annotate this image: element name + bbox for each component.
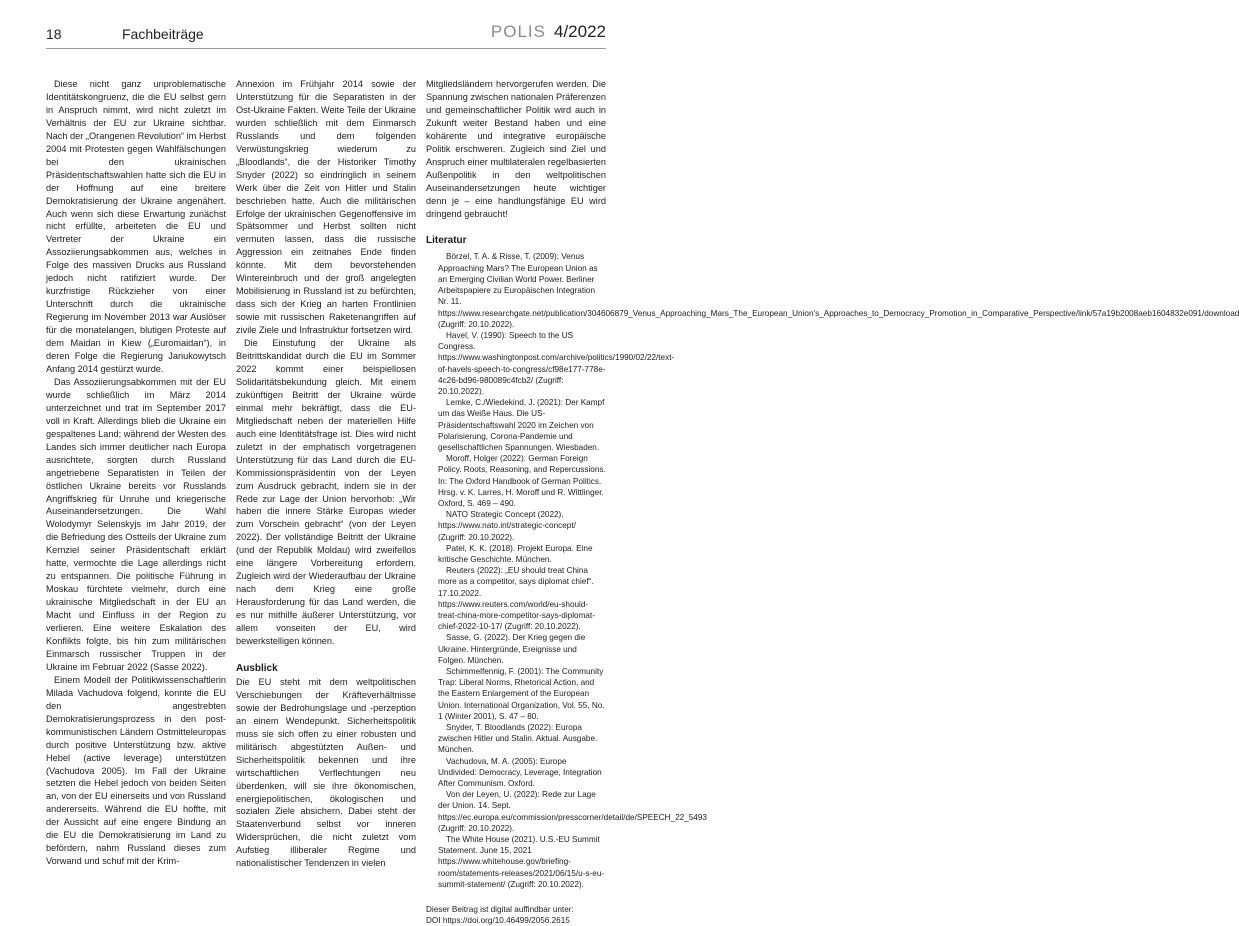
- reference-item: Moroff, Holger (2022): German Foreign Policy. Roots, Reasoning, and Repercussions. In: The Oxford Handbook of German Politics. Hrsg. v. K. Larres, H. Moroff und R. Wittlinger. Oxford, S. 469 – 490.: [438, 454, 606, 508]
- journal-name: POLIS: [490, 22, 546, 41]
- reference-item: Reuters (2022): „EU should treat China more as a competitor, says diplomat chief“. 17.10.2022. https://www.reuters.com/world/eu-should-treat-china-more-competitor-says-diplomat-chief-2022-10-17/ (Zugriff: 20.10.2022).: [438, 566, 595, 632]
- section-heading-ausblick: Ausblick: [236, 662, 278, 674]
- doi-note: [426, 904, 606, 926]
- reference-item: Börzel, T. A. & Risse, T. (2009): Venus Approaching Mars? The European Union as an Emerging Civilian World Power. Berliner Arbeitspapiere zu Europäischen Integration Nr. 11. https://www.researchgate.net/publication/304606879_Venus_Approaching_Mars_The_European_Union's_Approaches_to_Democracy_Promotion_in_Comparative_Perspective/link/57a19b2008aeb1604832e091/download (Zugriff: 20.10.2022).: [438, 252, 1239, 329]
- paragraph: Mitgliedsländern hervorgerufen werden. Die Spannung zwischen nationalen Präferenzen und gemeinschaftlicher Politik wird auch in Zukunft weiter Bestand haben und eine kohärente und integrative europäische Politik erschweren. Zugleich sind Ziel und Anspruch einer multilateralen regelbasierten Außenpolitik in den weltpolitischen Auseinandersetzungen heute wichtiger denn je – eine handlungsfähige EU wird dringend gebraucht!: [426, 79, 606, 219]
- reference-item: Lemke, C./Wiedekind, J. (2021): Der Kampf um das Weiße Haus. Die US-Präsidentschaftswahl 2020 im Zeichen von Polarisierung, Corona-Pandemie und gesellschaftlichen Spannungen. Wiesbaden.: [438, 398, 605, 452]
- reference-item: Vachudova, M. A. (2005): Europe Undivided: Democracy, Leverage, Integration After Communism. Oxford.: [438, 756, 602, 789]
- reference-item: Sasse, G. (2022). Der Krieg gegen die Ukraine. Hintergründe, Ereignisse und Folgen. München.: [438, 633, 586, 665]
- reference-item: The White House (2021). U.S.-EU Summit Statement. June 15, 2021 https://www.whitehouse.gov/briefing-room/statements-releases/2021/06/15/u-s-eu-summit-statement/ (Zugriff: 20.10.2022).: [438, 835, 605, 889]
- reference-item: NATO Strategic Concept (2022). https://www.nato.int/strategic-concept/ (Zugriff: 20.10.2022).: [438, 510, 576, 542]
- page-header: [46, 22, 606, 49]
- reference-item: Patel, K. K. (2018). Projekt Europa. Eine kritische Geschichte. München.: [438, 543, 593, 564]
- paragraph: Annexion im Frühjahr 2014 sowie der Unterstützung für die Separatisten in der Ost-Ukraine Fakten. Weite Teile der Ukraine wurden schließlich mit dem Einmarsch Russlands und dem folgenden Verwüstungskrieg wiederum zu „Bloodlands“, die der Historiker Timothy Snyder (2022) so eindringlich in seinem Werk über die Zeit von Hitler und Stalin beschrieben hatte. Auch die militärischen Erfolge der ukrainischen Gegenoffensive im Spätsommer und Herbst sollten nicht vermuten lassen, dass die russische Aggression ein zeitnahes Ende finden könnte. Mit dem bevorstehenden Wintereinbruch und der groß angelegten Mobilisierung in Russland ist zu befürchten, dass sich der Krieg an harten Frontlinien sowie mit russischen Raketenangriffen auf zivile Ziele und Infrastruktur fortsetzen wird.: [236, 79, 416, 336]
- journal-info: [491, 22, 606, 42]
- reference-item: Havel, V. (1990): Speech to the US Congress. https://www.washingtonpost.com/archive/politics/1990/02/22/text-of-havels-speech-to-congress/cf98e177-778e-4c26-bd96-980089c4fcb2/ (Zugriff: 20.10.2022).: [438, 330, 675, 396]
- doi-note-intro: Dieser Beitrag ist digital auffindbar unter:: [426, 905, 574, 915]
- literature-heading: Literatur: [426, 235, 467, 247]
- reference-item: Snyder, T. Bloodlands (2022): Europa zwischen Hitler und Stalin. Aktual. Ausgabe. München.: [438, 723, 598, 755]
- page-number: 18: [46, 26, 62, 42]
- text-column-3: [426, 78, 1239, 926]
- section-title: Fachbeiträge: [122, 26, 204, 42]
- reference-list: [426, 251, 1239, 890]
- paragraph: Die Einstufung der Ukraine als Beitrittskandidat durch die EU im Sommer 2022 kommt einer beispiellosen Solidaritätsbekundung gleich. Mit einem zukünftigen Beitritt der Ukraine würde einmal mehr bekräftigt, dass die EU-Mitgliedschaft neben der materiellen Hilfe auch eine Identitätsfrage ist. Dies wird nicht zuletzt in der emphatisch vorgetragenen Unterstützung für das Land durch die EU-Kommissionspräsidentin von der Leyen zum Ausdruck gebracht, indem sie in der Rede zur Lage der Union hervorhob: „Wir haben die innere Stärke Europas wieder zum Vorschein gebracht“ (von der Leyen 2022). Der vollständige Beitritt der Ukraine (und der Republik Moldau) wird zweifellos eine längere Vorbereitung erfordern. Zugleich wird der Wiederaufbau der Ukraine nach dem Krieg eine große Herausforderung für das Land werden, die es nur mithilfe äußerer Unterstützung, vor allem vonseiten der EU, wird bewerkstelligen können.: [236, 338, 416, 646]
- reference-item: Von der Leyen, U. (2022): Rede zur Lage der Union. 14. Sept. https://ec.europa.eu/commission/presscorner/detail/de/SPEECH_22_5493 (Zugriff: 20.10.2022).: [438, 790, 707, 833]
- doi-link[interactable]: DOI https://doi.org/10.46499/2056.2615: [426, 916, 570, 926]
- paragraph: Diese nicht ganz unproblematische Identitätskongruenz, die die EU selbst gern in Anspruch nimmt, wird nicht zuletzt im Verhältnis der EU zur Ukraine sichtbar. Nach der „Orangenen Revolution“ im Herbst 2004 mit Protesten gegen Wahlfälschungen bei den ukrainischen Präsidentschaftswahlen hatte sich die EU in der Hoffnung auf eine breitere Demokratisierung der Ukraine angenähert. Auch wenn sich diese Erwartung zunächst nicht erfüllte, arbeiteten die EU und Vertreter der Ukraine ein Assoziierungsabkommen aus, welches in Folge des massiven Drucks aus Russland jedoch nicht ratifiziert wurde. Der kurzfristige Rückzieher von einer Unterschrift durch die ukrainische Regierung im November 2013 war Auslöser für die monatelangen, blutigen Proteste auf dem Maidan in Kiew („Euromaidan“), in deren Folge die Regierung Janukowytsch Anfang 2014 gestürzt wurde.: [46, 79, 226, 374]
- text-column-1: [46, 78, 226, 868]
- paragraph: Die EU steht mit dem weltpolitischen Verschiebungen der Kräfteverhältnisse sowie der Bedrohungslage und -perzeption an einem Wendepunkt. Sicherheitspolitik muss sie sich offen zu einer robusten und militärisch abgestützten Außen- und Sicherheitspolitik bekennen und ihre wirtschaftlichen Verflechtungen neu überdenken, will sie ihre ökonomischen, energiepolitischen, ökologischen und sozialen Ziele absichern. Dabei steht der Staatenverbund selbst vor inneren Widersprüchen, die nicht zuletzt vom Aufstieg illiberaler Regime und nationalistischer Tendenzen in vielen: [236, 676, 416, 869]
- issue-number: 4/2022: [554, 22, 606, 41]
- reference-item: Schimmelfennig, F. (2001): The Community Trap: Liberal Norms, Rhetorical Action, and the Eastern Enlargement of the European Union. International Organization, Vol. 55, No. 1 (Winter 2001), S. 47 – 80.: [438, 667, 605, 721]
- text-column-2: [236, 78, 416, 870]
- paragraph: Das Assoziierungsabkommen mit der EU wurde schließlich im März 2014 unterzeichnet und trat im September 2017 voll in Kraft. Allerdings blieb die Ukraine ein gespaltenes Land; während der Westen des Landes sich immer deutlicher nach Europa ausrichtete, sorgten durch Russland angetriebene Separatisten in Teilen der östlichen Ukraine bereits vor Russlands Angriffskrieg für Unruhe und kriegerische Auseinandersetzungen. Die Wahl Wolodymyr Selenskyjs im Jahr 2019, der die Befriedung des Ostteils der Ukraine zum Kernziel seiner Präsidentschaft erklärt hatte, vermochte die Lage allerdings nicht zu entspannen. Die politische Führung in Moskau fürchtete vielmehr, durch eine ukrainische Mitgliedschaft in der EU an Macht und Einfluss in der Region zu verlieren. Eine weitere Eskalation des Konflikts folgte, bis hin zum militärischen Einmarsch russischer Truppen in der Ukraine im Februar 2022 (Sasse 2022).: [46, 376, 226, 672]
- paragraph: Einem Modell der Politikwissenschaftlerin Milada Vachudova folgend, konnte die EU den angestrebten Demokratisierungsprozess in den post-kommunistischen Ländern Ostmitteleuropas durch positive Unterstützung bzw. aktive Hebel (active leverage) unterstützen (Vachudova 2005). Im Fall der Ukraine setzten die Hebel jedoch von beiden Seiten an, von der EU einerseits und von Russland andererseits. Während die EU hoffte, mit der Aussicht auf eine engere Bindung an die EU die Demokratisierung im Land zu befördern, nahm Russland dieses zum Vorwand und schuf mit der Krim-: [46, 674, 226, 867]
